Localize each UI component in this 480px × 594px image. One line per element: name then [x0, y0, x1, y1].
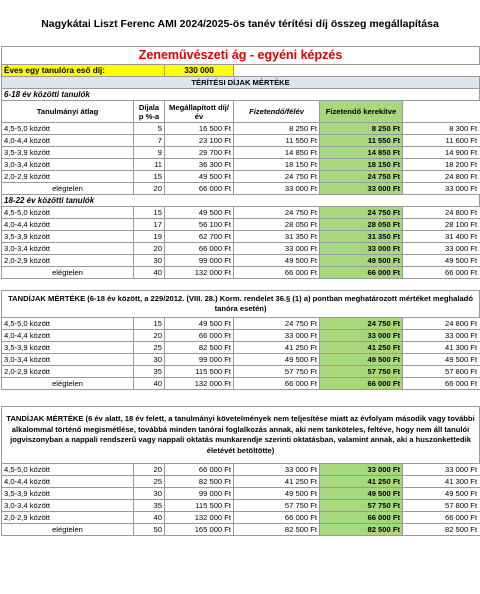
header-percent: Díjala p %-a — [134, 101, 165, 123]
cell-annual: 66 000 Ft — [165, 464, 234, 476]
cell-annual: 115 500 Ft — [165, 366, 234, 378]
cell-semester: 24 750 Ft — [234, 318, 320, 330]
cell-percent: 40 — [134, 512, 165, 524]
cell-rounded: 33 000 Ft — [320, 330, 403, 342]
cell-annual: 23 100 Ft — [165, 135, 234, 147]
header-annual-fee: Megállapított díj/év — [165, 101, 234, 123]
cell-final: 31 400 Ft — [403, 231, 480, 243]
header-row — [2, 101, 480, 123]
cell-final: 57 800 Ft — [403, 366, 480, 378]
cell-average: 3,0-3,4 között — [2, 159, 134, 171]
table-row — [2, 219, 480, 231]
cell-final: 49 500 Ft — [403, 255, 480, 267]
cell-average: 3,5-3,9 között — [2, 231, 134, 243]
cell-average: 3,0-3,4 között — [2, 500, 134, 512]
cell-rounded: 82 500 Ft — [320, 524, 403, 536]
cell-percent: 11 — [134, 159, 165, 171]
fee-spreadsheet — [1, 46, 479, 536]
cell-average: 4,0-4,4 között — [2, 219, 134, 231]
tuition-title-6-18: TANDÍJAK MÉRTÉKE (6-18 év között, a 229/2012. (VIII. 28.) Korm. rendelet 36.§ (1) a) pontban meghatározott mértéket meghaladó tanóra esetén) — [2, 291, 480, 318]
cell-rounded: 24 750 Ft — [320, 171, 403, 183]
cell-annual: 82 500 Ft — [165, 342, 234, 354]
cell-annual: 56 100 Ft — [165, 219, 234, 231]
cell-annual: 99 000 Ft — [165, 488, 234, 500]
cell-rounded: 24 750 Ft — [320, 318, 403, 330]
cell-final: 66 000 Ft — [403, 267, 480, 279]
fee-table — [1, 46, 480, 536]
cell-final: 11 600 Ft — [403, 135, 480, 147]
section-label-6-18: 6-18 év közötti tanulók — [2, 89, 480, 101]
table-row — [2, 135, 480, 147]
spacer-row — [2, 279, 480, 291]
cell-average: 4,5-5,0 között — [2, 464, 134, 476]
cell-semester: 8 250 Ft — [234, 123, 320, 135]
cell-annual: 66 000 Ft — [165, 183, 234, 195]
cell-average: 3,5-3,9 között — [2, 147, 134, 159]
cell-semester: 49 500 Ft — [234, 354, 320, 366]
cell-final: 8 300 Ft — [403, 123, 480, 135]
table-row — [2, 488, 480, 500]
cell-semester: 18 150 Ft — [234, 159, 320, 171]
cell-final: 49 500 Ft — [403, 354, 480, 366]
cell-percent: 35 — [134, 366, 165, 378]
cell-semester: 14 850 Ft — [234, 147, 320, 159]
cell-average: 4,5-5,0 között — [2, 207, 134, 219]
table-row — [2, 500, 480, 512]
cell-percent: 25 — [134, 476, 165, 488]
header-average: Tanulmányi átlag — [2, 101, 134, 123]
cell-final: 41 300 Ft — [403, 476, 480, 488]
cell-average: 3,0-3,4 között — [2, 354, 134, 366]
cell-final: 24 800 Ft — [403, 318, 480, 330]
cell-rounded: 33 000 Ft — [320, 464, 403, 476]
cell-annual: 36 300 Ft — [165, 159, 234, 171]
cell-rounded: 24 750 Ft — [320, 207, 403, 219]
cell-average: 4,0-4,4 között — [2, 330, 134, 342]
annual-fee-label: Éves egy tanulóra eső díj: — [2, 65, 165, 77]
cell-percent: 15 — [134, 171, 165, 183]
cell-percent: 25 — [134, 342, 165, 354]
cell-semester: 24 750 Ft — [234, 207, 320, 219]
cell-rounded: 28 050 Ft — [320, 219, 403, 231]
cell-rounded: 66 000 Ft — [320, 512, 403, 524]
cell-semester: 49 500 Ft — [234, 488, 320, 500]
header-extra — [403, 101, 480, 123]
band-title: TÉRÍTÉSI DÍJAK MÉRTÉKE — [2, 77, 480, 89]
cell-average: 4,0-4,4 között — [2, 135, 134, 147]
cell-average: 4,5-5,0 között — [2, 123, 134, 135]
cell-average: 3,0-3,4 között — [2, 243, 134, 255]
cell-percent: 15 — [134, 318, 165, 330]
table-row — [2, 231, 480, 243]
cell-percent: 50 — [134, 524, 165, 536]
cell-percent: 30 — [134, 488, 165, 500]
cell-annual: 165 000 Ft — [165, 524, 234, 536]
table-row — [2, 378, 480, 390]
cell-semester: 28 050 Ft — [234, 219, 320, 231]
cell-percent: 20 — [134, 243, 165, 255]
cell-percent: 30 — [134, 354, 165, 366]
cell-final: 28 100 Ft — [403, 219, 480, 231]
table-row — [2, 354, 480, 366]
cell-final: 33 000 Ft — [403, 183, 480, 195]
cell-annual: 132 000 Ft — [165, 512, 234, 524]
cell-average: elégtelen — [2, 183, 134, 195]
cell-annual: 62 700 Ft — [165, 231, 234, 243]
spacer-row — [2, 390, 480, 407]
cell-semester: 33 000 Ft — [234, 330, 320, 342]
cell-percent: 40 — [134, 267, 165, 279]
cell-semester: 31 350 Ft — [234, 231, 320, 243]
cell-rounded: 41 250 Ft — [320, 342, 403, 354]
cell-semester: 24 750 Ft — [234, 171, 320, 183]
cell-average: 2,0-2,9 között — [2, 366, 134, 378]
table-row — [2, 267, 480, 279]
cell-rounded: 18 150 Ft — [320, 159, 403, 171]
cell-semester: 11 550 Ft — [234, 135, 320, 147]
cell-annual: 115 500 Ft — [165, 500, 234, 512]
cell-percent: 15 — [134, 207, 165, 219]
cell-rounded: 11 550 Ft — [320, 135, 403, 147]
cell-final: 66 000 Ft — [403, 512, 480, 524]
cell-percent: 20 — [134, 330, 165, 342]
tuition-title-other: TANDÍJAK MÉRTÉKE (6 év alatt, 18 év felett, a tanulmányi követelmények nem teljesítése miatt az évfolyam második vagy további alkalommal történő megismétlése, továbbá minden tanórai foglalkozás annak, aki nem tanköteles, feltéve, hogy nem áll tanulói jogviszonyban a nappali rendszerű vagy nappali oktatás munkarendje szerinti oktatásban, valamint annak, aki a huszonkettedik életévét betöltötte) — [2, 407, 480, 464]
cell-semester: 66 000 Ft — [234, 378, 320, 390]
cell-rounded: 14 850 Ft — [320, 147, 403, 159]
cell-rounded: 49 500 Ft — [320, 255, 403, 267]
cell-percent: 20 — [134, 183, 165, 195]
cell-percent: 35 — [134, 500, 165, 512]
cell-average: 4,5-5,0 között — [2, 318, 134, 330]
cell-rounded: 49 500 Ft — [320, 354, 403, 366]
cell-percent: 19 — [134, 231, 165, 243]
cell-average: 3,5-3,9 között — [2, 342, 134, 354]
cell-annual: 132 000 Ft — [165, 267, 234, 279]
table-row — [2, 366, 480, 378]
subtitle: Zeneművészeti ág - egyéni képzés — [2, 47, 480, 65]
cell-annual: 49 500 Ft — [165, 171, 234, 183]
cell-average: elégtelen — [2, 524, 134, 536]
table-row — [2, 464, 480, 476]
cell-percent: 17 — [134, 219, 165, 231]
cell-annual: 99 000 Ft — [165, 255, 234, 267]
cell-final: 14 900 Ft — [403, 147, 480, 159]
cell-annual: 29 700 Ft — [165, 147, 234, 159]
cell-final: 33 000 Ft — [403, 330, 480, 342]
cell-average: elégtelen — [2, 378, 134, 390]
cell-average: 2,0-2,9 között — [2, 512, 134, 524]
cell-final: 24 800 Ft — [403, 207, 480, 219]
cell-percent: 5 — [134, 123, 165, 135]
cell-final: 33 000 Ft — [403, 464, 480, 476]
table-row — [2, 183, 480, 195]
cell-semester: 66 000 Ft — [234, 267, 320, 279]
table-row — [2, 330, 480, 342]
table-row — [2, 171, 480, 183]
cell-semester: 33 000 Ft — [234, 464, 320, 476]
cell-annual: 49 500 Ft — [165, 318, 234, 330]
section-label-18-22: 18-22 év közötti tanulók — [2, 195, 480, 207]
table-row — [2, 342, 480, 354]
cell-rounded: 33 000 Ft — [320, 243, 403, 255]
cell-rounded: 66 000 Ft — [320, 378, 403, 390]
header-per-semester: Fizetendő/félév — [234, 101, 320, 123]
cell-semester: 33 000 Ft — [234, 183, 320, 195]
table-row — [2, 123, 480, 135]
cell-annual: 66 000 Ft — [165, 243, 234, 255]
cell-semester: 41 250 Ft — [234, 476, 320, 488]
table-row — [2, 147, 480, 159]
header-rounded: Fizetendő kerekítve — [320, 101, 403, 123]
cell-semester: 57 750 Ft — [234, 500, 320, 512]
table-row — [2, 476, 480, 488]
annual-fee-value: 330 000 — [165, 65, 234, 77]
cell-percent: 30 — [134, 255, 165, 267]
cell-final: 18 200 Ft — [403, 159, 480, 171]
cell-annual: 82 500 Ft — [165, 476, 234, 488]
cell-rounded: 31 350 Ft — [320, 231, 403, 243]
cell-final: 82 500 Ft — [403, 524, 480, 536]
cell-average: 2,0-2,9 között — [2, 255, 134, 267]
cell-semester: 49 500 Ft — [234, 255, 320, 267]
cell-annual: 132 000 Ft — [165, 378, 234, 390]
table-row — [2, 524, 480, 536]
cell-percent: 9 — [134, 147, 165, 159]
cell-average: 3,5-3,9 között — [2, 488, 134, 500]
cell-final: 41 300 Ft — [403, 342, 480, 354]
cell-semester: 57 750 Ft — [234, 366, 320, 378]
cell-percent: 20 — [134, 464, 165, 476]
cell-percent: 40 — [134, 378, 165, 390]
cell-semester: 41 250 Ft — [234, 342, 320, 354]
table-row — [2, 243, 480, 255]
cell-rounded: 41 250 Ft — [320, 476, 403, 488]
cell-rounded: 66 000 Ft — [320, 267, 403, 279]
cell-final: 24 800 Ft — [403, 171, 480, 183]
cell-semester: 82 500 Ft — [234, 524, 320, 536]
table-row — [2, 159, 480, 171]
table-row — [2, 255, 480, 267]
cell-percent: 7 — [134, 135, 165, 147]
cell-rounded: 57 750 Ft — [320, 366, 403, 378]
cell-final: 66 000 Ft — [403, 378, 480, 390]
table-row — [2, 512, 480, 524]
cell-semester: 33 000 Ft — [234, 243, 320, 255]
cell-average: elégtelen — [2, 267, 134, 279]
table-row — [2, 318, 480, 330]
cell-annual: 99 000 Ft — [165, 354, 234, 366]
cell-annual: 66 000 Ft — [165, 330, 234, 342]
cell-rounded: 57 750 Ft — [320, 500, 403, 512]
cell-average: 2,0-2,9 között — [2, 171, 134, 183]
cell-rounded: 49 500 Ft — [320, 488, 403, 500]
cell-semester: 66 000 Ft — [234, 512, 320, 524]
cell-annual: 16 500 Ft — [165, 123, 234, 135]
cell-final: 33 000 Ft — [403, 243, 480, 255]
cell-rounded: 33 000 Ft — [320, 183, 403, 195]
cell-average: 4,0-4,4 között — [2, 476, 134, 488]
cell-final: 49 500 Ft — [403, 488, 480, 500]
page-title: Nagykátai Liszt Ferenc AMI 2024/2025-ös tanév térítési díj összeg megállapítása — [41, 18, 439, 30]
cell-final: 57 800 Ft — [403, 500, 480, 512]
cell-annual: 49 500 Ft — [165, 207, 234, 219]
table-row — [2, 207, 480, 219]
cell-rounded: 8 250 Ft — [320, 123, 403, 135]
